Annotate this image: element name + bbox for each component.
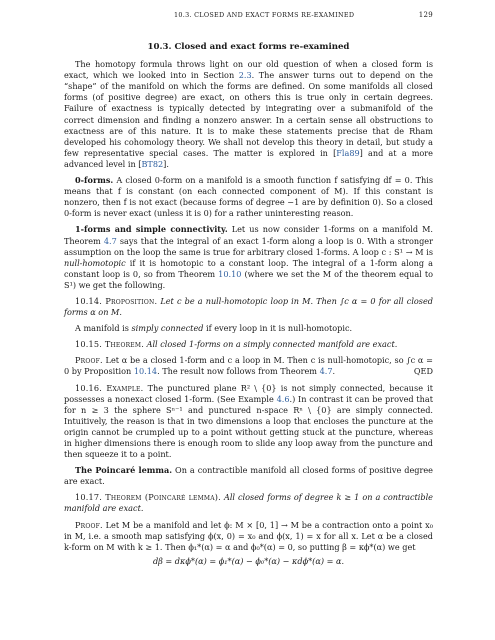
proof-10-15: Proof. Let α be a closed 1-form and c a loop in M. Then c is null-homotopic, so ∫c α = 0 by Proposition 10.14. The result now follows from Theorem 4.7. QED [64, 355, 433, 377]
simply-connected-definition: A manifold is simply connected if every loop in it is null-homotopic. [75, 323, 353, 334]
theorem-label: 10.15. Theorem. [75, 339, 144, 350]
display-equation: dβ = dκϕ*(α) = ϕ₁*(α) − ϕ₀*(α) − κdϕ*(α) = α. [152, 555, 345, 566]
term-simply-connected: simply connected [131, 323, 204, 334]
example-label: 10.16. Example. [75, 382, 144, 393]
page-body [64, 42, 433, 567]
theorem-10-15: 10.15. Theorem. All closed 1-forms on a simply connected manifold are exact. [75, 339, 398, 350]
term-null-homotopic: null-homotopic [64, 257, 126, 268]
poincare-heading: The Poincaré lemma. [75, 465, 173, 476]
ref-theorem-4-7[interactable]: 4.7 [103, 235, 117, 246]
qed-mark: QED [413, 366, 433, 377]
ref-section-link[interactable]: 2.3 [238, 70, 252, 81]
section-title: 10.3. Closed and exact forms re-examined [147, 42, 350, 52]
page-number: 129 [418, 11, 433, 19]
intro-paragraph: The homotopy formula throws light on our old question of when a closed form is exact, which we looked into in Section 2.3. The answer turns out to depend on the “shape” of the manifold on which the forms are defined. On some manifolds all closed forms (of positive degree) are exact, on others this is true only in certain degrees. Failure of exactness is typically detected by integrating over a submanifold of the correct dimension and finding a nonzero answer. In a certain sense all obstructions to exactness are of this nature. It is to make these statements precise that de Rham developed his cohomology theory. We shall not develop this theory in detail, but study a few representative special cases. The matter is explored in [Fla89] and at a more advanced level in [BT82]. [64, 59, 433, 169]
ref-theorem-10-10[interactable]: 10.10 [218, 268, 242, 279]
running-title: 10.3. CLOSED AND EXACT FORMS RE-EXAMINED [174, 11, 355, 19]
running-header [64, 9, 433, 21]
proof-label: Proof. [75, 355, 103, 366]
citation-bt82[interactable]: BT82 [141, 158, 164, 169]
proposition-10-14: 10.14. Proposition. Let c be a null-homotopic loop in M. Then ∫c α = 0 for all closed forms α on M. [64, 295, 433, 318]
proof-10-17: Proof. Let M be a manifold and let ϕ: M × [0, 1] → M be a contraction onto a point x₀ in M, i.e. a smooth map satisfying ϕ(x, 0) = x₀ and ϕ(x, 1) = x for all x. Let α be a closed k-form on M with k ≥ 1. Then ϕ₁*(α) = α and ϕ₀*(α) = 0, so putting β = κϕ*(α) we get [64, 519, 433, 552]
ref-proposition-10-14[interactable]: 10.14 [133, 366, 158, 377]
citation-fla89[interactable]: Fla89 [336, 147, 360, 158]
ref-example-4-6[interactable]: 4.6 [276, 393, 290, 404]
ref-theorem-4-7-b[interactable]: 4.7 [319, 366, 333, 377]
proof-label-poincare: Proof. [75, 519, 103, 530]
poincare-paragraph: The Poincaré lemma. On a contractible manifold all closed forms of positive degree are exact. [64, 465, 433, 487]
proposition-label: 10.14. Proposition. [75, 295, 158, 306]
one-forms-heading: 1-forms and simple connectivity. [75, 224, 228, 235]
zero-forms-heading: 0-forms. [75, 175, 114, 186]
theorem-10-17: 10.17. Theorem (Poincaré lemma). All closed forms of degree k ≥ 1 on a contractible manifold are exact. [64, 492, 433, 514]
zero-forms-paragraph: 0-forms. A closed 0-form on a manifold is a smooth function f satisfying df = 0. This means that f is constant (on each connected component of M). If this constant is nonzero, then f is not exact (because forms of degree −1 are by definition 0). So a closed 0-form is never exact (unless it is 0) for a rather uninteresting reason. [64, 175, 433, 219]
one-forms-paragraph: 1-forms and simple connectivity. Let us now consider 1-forms on a manifold M. Theorem 4.7 says that the integral of an exact 1-form along a loop is 0. With a stronger assumption on the loop the same is true for arbitrary closed 1-forms. A loop c : S¹ → M is null-homotopic if it is homotopic to a constant loop. The integral of a 1-form along a constant loop is 0, so from Theorem 10.10 (where we set the M of the theorem equal to S¹) we get the following. [64, 224, 433, 290]
example-10-16: 10.16. Example. The punctured plane R² \ {0} is not simply connected, because it possesses a nonexact closed 1-form. (See Example 4.6.) In contrast it can be proved that for n ≥ 3 the sphere Sⁿ⁻¹ and punctured n-space Rⁿ \ {0} are simply connected. Intuitively, the reason is that in two dimensions a loop that encloses the puncture at the origin cannot be crumpled up to a point without getting stuck at the puncture, whereas in higher dimensions there is enough room to slide any loop away from the puncture and then squeeze it to a point. [64, 382, 434, 460]
theorem-label-poincare: 10.17. Theorem (Poincaré lemma). [75, 492, 221, 503]
